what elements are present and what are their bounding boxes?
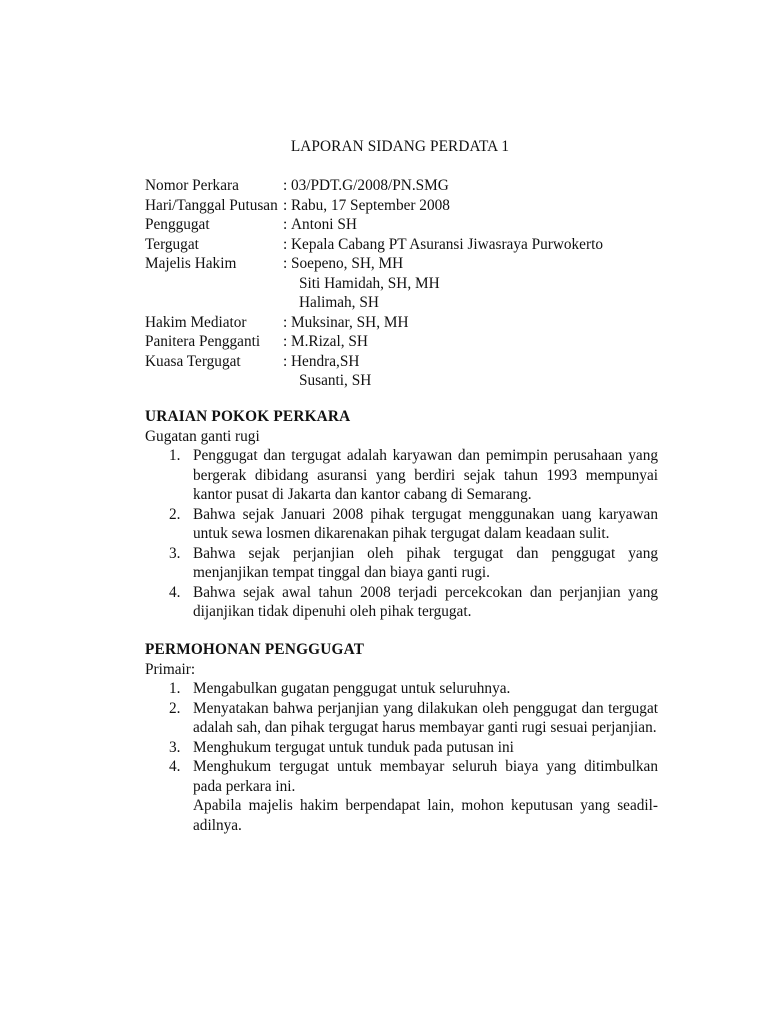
case-info-value: Kepala Cabang PT Asuransi Jiwasraya Purwokerto	[291, 235, 603, 253]
case-info-row	[145, 254, 665, 313]
case-info-row	[145, 215, 665, 235]
case-info-row	[145, 352, 665, 391]
case-info-row	[145, 196, 665, 216]
section-heading: URAIAN POKOK PERKARA	[145, 408, 351, 425]
permohonan-list	[145, 679, 658, 796]
case-info-colon: :	[283, 313, 288, 331]
list-item-number: 1.	[169, 680, 181, 697]
list-item-number: 3.	[169, 544, 181, 562]
case-info-row	[145, 332, 665, 352]
case-info-colon: :	[283, 196, 288, 214]
list-item	[145, 757, 658, 796]
case-info-colon: :	[283, 177, 288, 194]
case-info-value: Susanti, SH	[299, 372, 372, 389]
list-item	[145, 505, 658, 544]
permohonan-section	[145, 640, 658, 835]
case-info-value: M.Rizal, SH	[291, 333, 368, 350]
section-heading: PERMOHONAN PENGGUGAT	[145, 641, 365, 658]
case-info-value: Rabu, 17 September 2008	[291, 196, 450, 214]
case-info-colon: :	[283, 235, 288, 253]
case-info-colon: :	[283, 333, 288, 350]
case-info-colon: :	[283, 352, 288, 370]
case-info-value: Halimah, SH	[299, 294, 379, 311]
list-item-text: Bahwa sejak perjanjian oleh pihak tergugat dan penggugat yang menjanjikan tempat tinggal dan biaya ganti rugi.	[193, 544, 658, 581]
case-info-colon: :	[283, 255, 288, 272]
list-item	[145, 738, 658, 758]
case-info-row	[145, 235, 665, 255]
document-title: LAPORAN SIDANG PERDATA 1	[290, 138, 510, 155]
case-info-values	[291, 196, 665, 216]
case-info-value: 03/PDT.G/2008/PN.SMG	[291, 177, 449, 194]
case-info-row	[145, 176, 665, 196]
list-item-number: 4.	[169, 758, 181, 775]
list-item-number: 2.	[169, 505, 181, 523]
list-item-number: 4.	[169, 583, 181, 601]
case-info-values	[291, 332, 665, 352]
list-item	[145, 446, 658, 505]
case-info-value: Hendra,SH	[291, 352, 360, 370]
list-item-number: 2.	[169, 699, 181, 717]
case-info-label: Nomor Perkara	[145, 177, 239, 194]
case-info-values	[291, 352, 665, 391]
list-item	[145, 544, 658, 583]
list-item-text: Menghukum tergugat untuk tunduk pada putusan ini	[193, 738, 514, 756]
list-item-text: Bahwa sejak awal tahun 2008 terjadi percekcokan dan perjanjian yang dijanjikan tidak dipenuhi oleh pihak tergugat.	[193, 583, 658, 620]
closing-paragraph: Apabila majelis hakim berpendapat lain, mohon keputusan yang seadil-adilnya.	[193, 797, 658, 834]
case-info-values	[291, 235, 665, 255]
case-info	[145, 176, 665, 391]
list-item-text: Menghukum tergugat untuk membayar seluruh biaya yang ditimbulkan pada perkara ini.	[193, 758, 658, 795]
case-info-value: Antoni SH	[291, 216, 357, 233]
section-intro: Gugatan ganti rugi	[145, 427, 260, 445]
list-item	[145, 583, 658, 622]
case-info-values	[291, 313, 665, 333]
list-item	[145, 699, 658, 738]
case-info-label: Panitera Pengganti	[145, 333, 261, 350]
uraian-list	[145, 446, 658, 622]
case-info-label: Kuasa Tergugat	[145, 352, 241, 370]
case-info-values	[291, 215, 665, 235]
case-info-value: Siti Hamidah, SH, MH	[299, 274, 440, 292]
list-item	[145, 679, 658, 699]
list-item-text: Mengabulkan gugatan penggugat untuk seluruhnya.	[193, 680, 511, 697]
case-info-row	[145, 313, 665, 333]
case-info-label: Tergugat	[145, 235, 199, 253]
case-info-colon: :	[283, 216, 288, 233]
case-info-values	[291, 254, 665, 313]
list-item-text: Penggugat dan tergugat adalah karyawan dan pemimpin perusahaan yang bergerak dibidang asuransi yang berdiri sejak tahun 1993 mempunyai kantor pusat di Jakarta dan kantor cabang di Semarang.	[193, 447, 658, 503]
list-item-number: 3.	[169, 738, 181, 756]
case-info-label: Hakim Mediator	[145, 313, 247, 331]
case-info-label: Majelis Hakim	[145, 255, 237, 272]
case-info-value: Soepeno, SH, MH	[291, 255, 404, 272]
case-info-value: Muksinar, SH, MH	[291, 313, 409, 331]
section-intro: Primair:	[145, 660, 196, 678]
list-item-number: 1.	[169, 447, 181, 464]
uraian-section	[145, 407, 658, 622]
case-info-label: Hari/Tanggal Putusan	[145, 196, 278, 214]
list-item-text: Menyatakan bahwa perjanjian yang dilakukan oleh penggugat dan tergugat adalah sah, dan pihak tergugat harus membayar ganti rugi sesuai perjanjian.	[193, 699, 658, 736]
case-info-label: Penggugat	[145, 216, 210, 233]
list-item-text: Bahwa sejak Januari 2008 pihak tergugat menggunakan uang karyawan untuk sewa losmen dikarenakan pihak tergugat dalam keadaan sulit.	[193, 505, 658, 542]
case-info-values	[291, 176, 665, 196]
